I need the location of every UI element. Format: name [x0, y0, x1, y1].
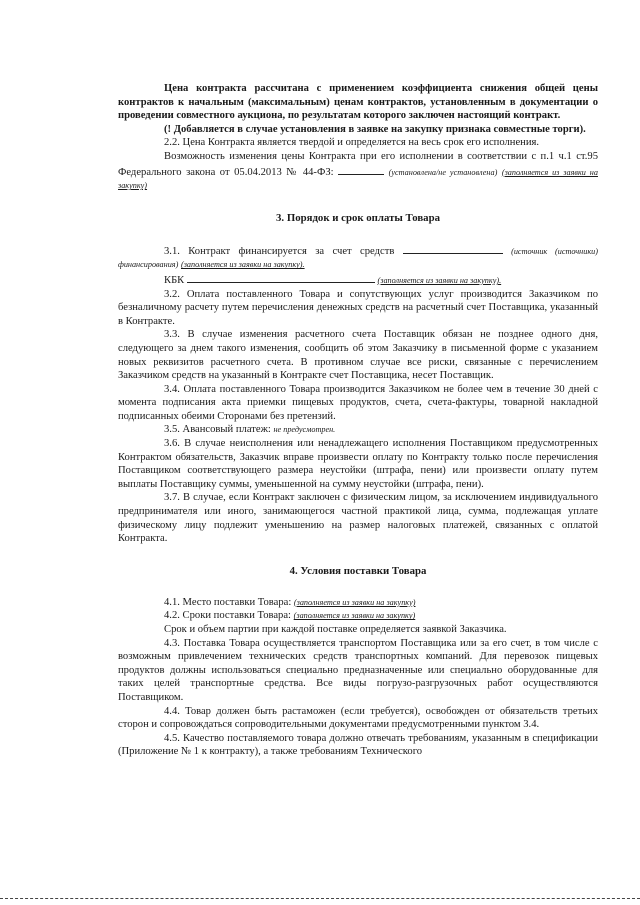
clause-4-2: [118, 609, 598, 623]
kbk-blank: [187, 272, 375, 283]
document-page: [118, 82, 598, 759]
clause-2-2: 2.2. Цена Контракта является твердой и определяется на весь срок его исполнения.: [164, 137, 540, 149]
clause-3-1-text: 3.1. Контракт финансируется за счет средств: [164, 245, 395, 257]
term-fill-note: (заполняется из заявки на закупку): [293, 611, 416, 621]
section-4-title: 4. Условия поставки Товара: [289, 564, 427, 577]
price-change-text: Возможность изменения цены Контракта при его исполнении в соответствии с п.1 ч.1 ст.95 Федерального закона от 05.04.2013 № 44-ФЗ:: [118, 150, 598, 178]
clause-3-5: [118, 423, 598, 437]
clause-3-2: 3.2. Оплата поставленного Товара и сопутствующих услуг производится Заказчиком по безналичному расчету путем перечисления денежных средств на расчетный счет Поставщика, указанный в Контракте.: [118, 288, 598, 327]
clause-3-7: 3.7. В случае, если Контракт заключен с физическим лицом, за исключением индивидуального предпринимателя или иного, занимающегося частной практикой лица, сумма, подлежащая уплате физическому лицу подлежит уменьшению на размер налоговых платежей, связанных с оплатой Контракта.: [118, 492, 598, 545]
clause-3-6: 3.6. В случае неисполнения или ненадлежащего исполнения Поставщиком предусмотренных Контрактом обязательств, Заказчик вправе произвести оплату по Контракту только после перечисления Поставщиком соответствующего размера неустойки (штрафа, пени) или произвести оплату путем выплаты Поставщику суммы, уменьшенной на сумму неустойки (штрафа, пени).: [118, 438, 598, 490]
clause-3-3: 3.3. В случае изменения расчетного счета Поставщик обязан не позднее одного дня, следующего за днем такого изменения, сообщить об этом Заказчику в письменной форме с указанием новых реквизитов расчетного счета. В противном случае все риски, связанные с перечислением Заказчиком средств на указанный в Контракте счет Поставщика, несет Поставщик.: [118, 329, 598, 382]
kbk-line: [118, 272, 598, 288]
price-calculation-paragraph: Цена контракта рассчитана с применением коэффициента снижения общей цены контрактов к начальным (максимальным) ценам контрактов, установленным в документации о проведении совместного аукциона, по результатам которого заключен настоящий контракт.: [118, 83, 598, 122]
funding-blank: [403, 243, 503, 254]
funding-note: (источник (источники) финансирования): [118, 246, 598, 270]
clause-4-5: 4.5. Качество поставляемого товара должно отвечать требованиям, указанным в спецификации (Приложение № 1 к контракту), а также требованиям Технического: [118, 732, 598, 758]
clause-3-4: 3.4. Оплата поставленного Товара производится Заказчиком не более чем в течение 30 дней с момента подписания акта приемки пищевых продуктов, счета, счета-фактуры, товарной накладной подписанных обеими Сторонами без претензий.: [118, 383, 598, 422]
clause-4-2-batch: Срок и объем партии при каждой поставке определяется заявкой Заказчика.: [164, 624, 507, 635]
joint-tender-note: (! Добавляется в случае установления в заявке на закупку признака совместные торги).: [164, 123, 586, 135]
clause-4-1-text: 4.1. Место поставки Товара:: [164, 596, 292, 608]
clause-4-1: [118, 596, 598, 610]
place-fill-note: (заполняется из заявки на закупку): [293, 597, 416, 607]
clause-4-3: 4.3. Поставка Товара осуществляется транспортом Поставщика или за его счет, в том числе с возможным привлечением технических средств транспортных компаний. Для перевозок пищевых продуктов должны использоваться специально предназначенные или специально оборудованные для таких целей транспортные средства. Все виды погрузо-разгрузочных работ осуществляются Поставщиком.: [118, 637, 598, 703]
kbk-label: КБК: [164, 274, 185, 286]
price-change-paragraph: [118, 150, 598, 193]
price-change-note: (установлена/не установлена): [388, 167, 498, 177]
funding-fill-note: (заполняется из заявки на закупку).: [180, 260, 305, 270]
section-3-title: 3. Порядок и срок оплаты Товара: [276, 211, 440, 224]
clause-3-1: [118, 243, 598, 272]
price-change-blank: [338, 164, 384, 175]
price-change-fill-note: (заполняется из заявки на закупку): [118, 167, 598, 191]
page-bottom-rule: [0, 898, 640, 899]
clause-3-5-text: 3.5. Авансовый платеж:: [164, 424, 271, 436]
clause-4-4: 4.4. Товар должен быть растаможен (если требуется), освобожден от обязательств третьих сторон и сопровождаться сопроводительными документами предусмотренными пунктом 3.4.: [118, 705, 598, 731]
clause-4-2-text: 4.2. Сроки поставки Товара:: [164, 610, 292, 622]
kbk-fill-note: (заполняется из заявки на закупку).: [377, 275, 502, 285]
advance-note: не предусмотрен.: [273, 425, 336, 435]
